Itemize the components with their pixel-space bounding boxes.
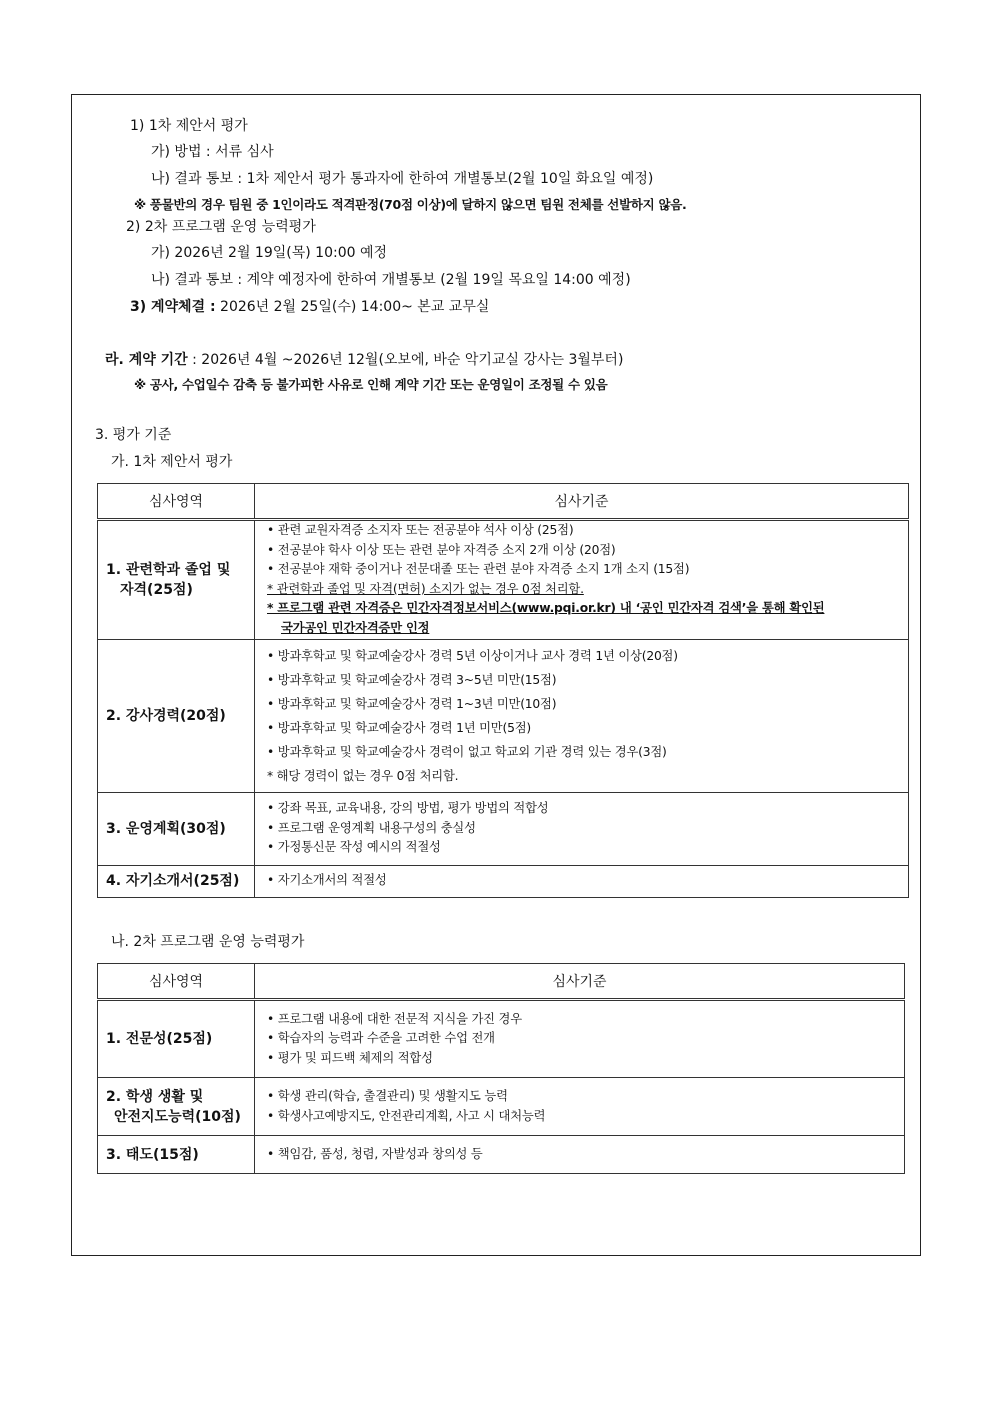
criteria-item: • 책임감, 품성, 청렴, 자발성과 창의성 등 [267, 1146, 483, 1161]
row-criteria [255, 520, 909, 640]
criteria-item: • 방과후학교 및 학교예술강사 경력 5년 이상이거나 교사 경력 1년 이상(20점) [267, 648, 678, 663]
table2-title: 나. 2차 프로그램 운영 능력평가 [111, 934, 305, 950]
row-area: 2. 강사경력(20점) [98, 639, 255, 792]
contract-period-note: ※ 공사, 수업일수 감축 등 불가피한 사유로 인해 계약 기간 또는 운영일이 조정될 수 있음 [134, 377, 608, 392]
item3-contract [130, 298, 489, 316]
criteria-item: 국가공인 민간자격증만 인정 [281, 620, 430, 635]
table-row [98, 1136, 905, 1174]
table1-header-criteria: 심사기준 [255, 484, 909, 520]
criteria-item: * 해당 경력이 없는 경우 0점 처리함. [267, 768, 459, 783]
table-row [98, 792, 909, 865]
criteria-item: • 관련 교원자격증 소지자 또는 전공분야 석사 이상 (25점) [267, 523, 574, 537]
item1-note: ※ 풍물반의 경우 팀원 중 1인이라도 적격판정(70점 이상)에 달하지 않으면 팀원 전체를 선발하지 않음. [134, 197, 687, 212]
row-area [98, 520, 255, 640]
table-row [98, 1078, 905, 1136]
row-criteria [255, 1136, 905, 1174]
row-area-line: 1. 관련학과 졸업 및 [106, 561, 231, 578]
item1-result: 나) 결과 통보 : 1차 제안서 평가 통과자에 한하여 개별통보(2월 10일 화요일 예정) [151, 171, 654, 187]
row-area: 3. 태도(15점) [98, 1136, 255, 1174]
criteria-item: • 방과후학교 및 학교예술강사 경력 1년 미만(5점) [267, 720, 531, 735]
criteria-item: • 전공분야 학사 이상 또는 관련 분야 자격증 소지 2개 이상 (20점) [267, 542, 616, 557]
criteria-item: * 프로그램 관련 자격증은 민간자격정보서비스(www.pqi.or.kr) 내 ‘공인 민간자격 검색’을 통해 확인된 [267, 601, 825, 616]
item2-date: 가) 2026년 2월 19일(목) 10:00 예정 [151, 245, 388, 261]
criteria-item: • 가정통신문 작성 예시의 적절성 [267, 840, 441, 855]
row-area-line: 안전지도능력(10점) [114, 1108, 241, 1125]
table2 [97, 963, 905, 1174]
criteria-item: • 방과후학교 및 학교예술강사 경력 1~3년 미만(10점) [267, 696, 557, 711]
row-criteria [255, 639, 909, 792]
criteria-item: • 강좌 목표, 교육내용, 강의 방법, 평가 방법의 적합성 [267, 801, 549, 816]
table-row [98, 1000, 905, 1078]
table-row [98, 520, 909, 640]
criteria-item: • 자기소개서의 적절성 [267, 873, 387, 888]
item3-label: 3) 계약체결 : [130, 299, 216, 315]
criteria-item: • 전공분야 재학 중이거나 전문대졸 또는 관련 분야 자격증 소지 1개 소지 (15점) [267, 562, 690, 577]
table-row [98, 865, 909, 897]
table2-header-criteria: 심사기준 [255, 964, 905, 1000]
item2-title: 2) 2차 프로그램 운영 능력평가 [126, 219, 316, 235]
row-area-line: 2. 학생 생활 및 [106, 1088, 204, 1105]
row-criteria [255, 792, 909, 865]
contract-period-text: : 2026년 4월 ~2026년 12월(오보에, 바순 악기교실 강사는 3월부터) [187, 352, 624, 368]
row-area [98, 1078, 255, 1136]
criteria-item: * 관련학과 졸업 및 자격(면허) 소지가 없는 경우 0점 처리함. [267, 581, 584, 596]
criteria-item: • 학생 관리(학습, 출결관리) 및 생활지도 능력 [267, 1088, 508, 1103]
contract-period [105, 351, 623, 369]
row-area-line: 자격(25점) [120, 581, 193, 598]
item1-method: 가) 방법 : 서류 심사 [151, 144, 274, 160]
row-area: 4. 자기소개서(25점) [98, 865, 255, 897]
table1-title: 가. 1차 제안서 평가 [111, 454, 233, 470]
contract-period-label: 라. 계약 기간 [105, 352, 188, 368]
table-row [98, 639, 909, 792]
row-area: 1. 전문성(25점) [98, 1000, 255, 1078]
criteria-heading: 3. 평가 기준 [95, 427, 172, 443]
row-area: 3. 운영계획(30점) [98, 792, 255, 865]
item1-title: 1) 1차 제안서 평가 [130, 118, 248, 134]
criteria-item: • 프로그램 내용에 대한 전문적 지식을 가진 경우 [267, 1011, 522, 1026]
criteria-item: • 평가 및 피드백 체제의 적합성 [267, 1050, 433, 1065]
table1-header-area: 심사영역 [98, 484, 255, 520]
item3-text: 2026년 2월 25일(수) 14:00~ 본교 교무실 [215, 299, 490, 315]
row-criteria [255, 1000, 905, 1078]
row-criteria [255, 865, 909, 897]
row-criteria [255, 1078, 905, 1136]
criteria-item: • 프로그램 운영계획 내용구성의 충실성 [267, 820, 476, 835]
table2-header-area: 심사영역 [98, 964, 255, 1000]
criteria-item: • 방과후학교 및 학교예술강사 경력 3~5년 미만(15점) [267, 672, 557, 687]
criteria-item: • 학습자의 능력과 수준을 고려한 수업 전개 [267, 1031, 495, 1046]
table1 [97, 483, 909, 898]
item2-result: 나) 결과 통보 : 계약 예정자에 한하여 개별통보 (2월 19일 목요일 14:00 예정) [151, 272, 631, 288]
criteria-item: • 학생사고예방지도, 안전관리계획, 사고 시 대처능력 [267, 1108, 546, 1123]
criteria-item: • 방과후학교 및 학교예술강사 경력이 없고 학교외 기관 경력 있는 경우(3점) [267, 744, 667, 759]
